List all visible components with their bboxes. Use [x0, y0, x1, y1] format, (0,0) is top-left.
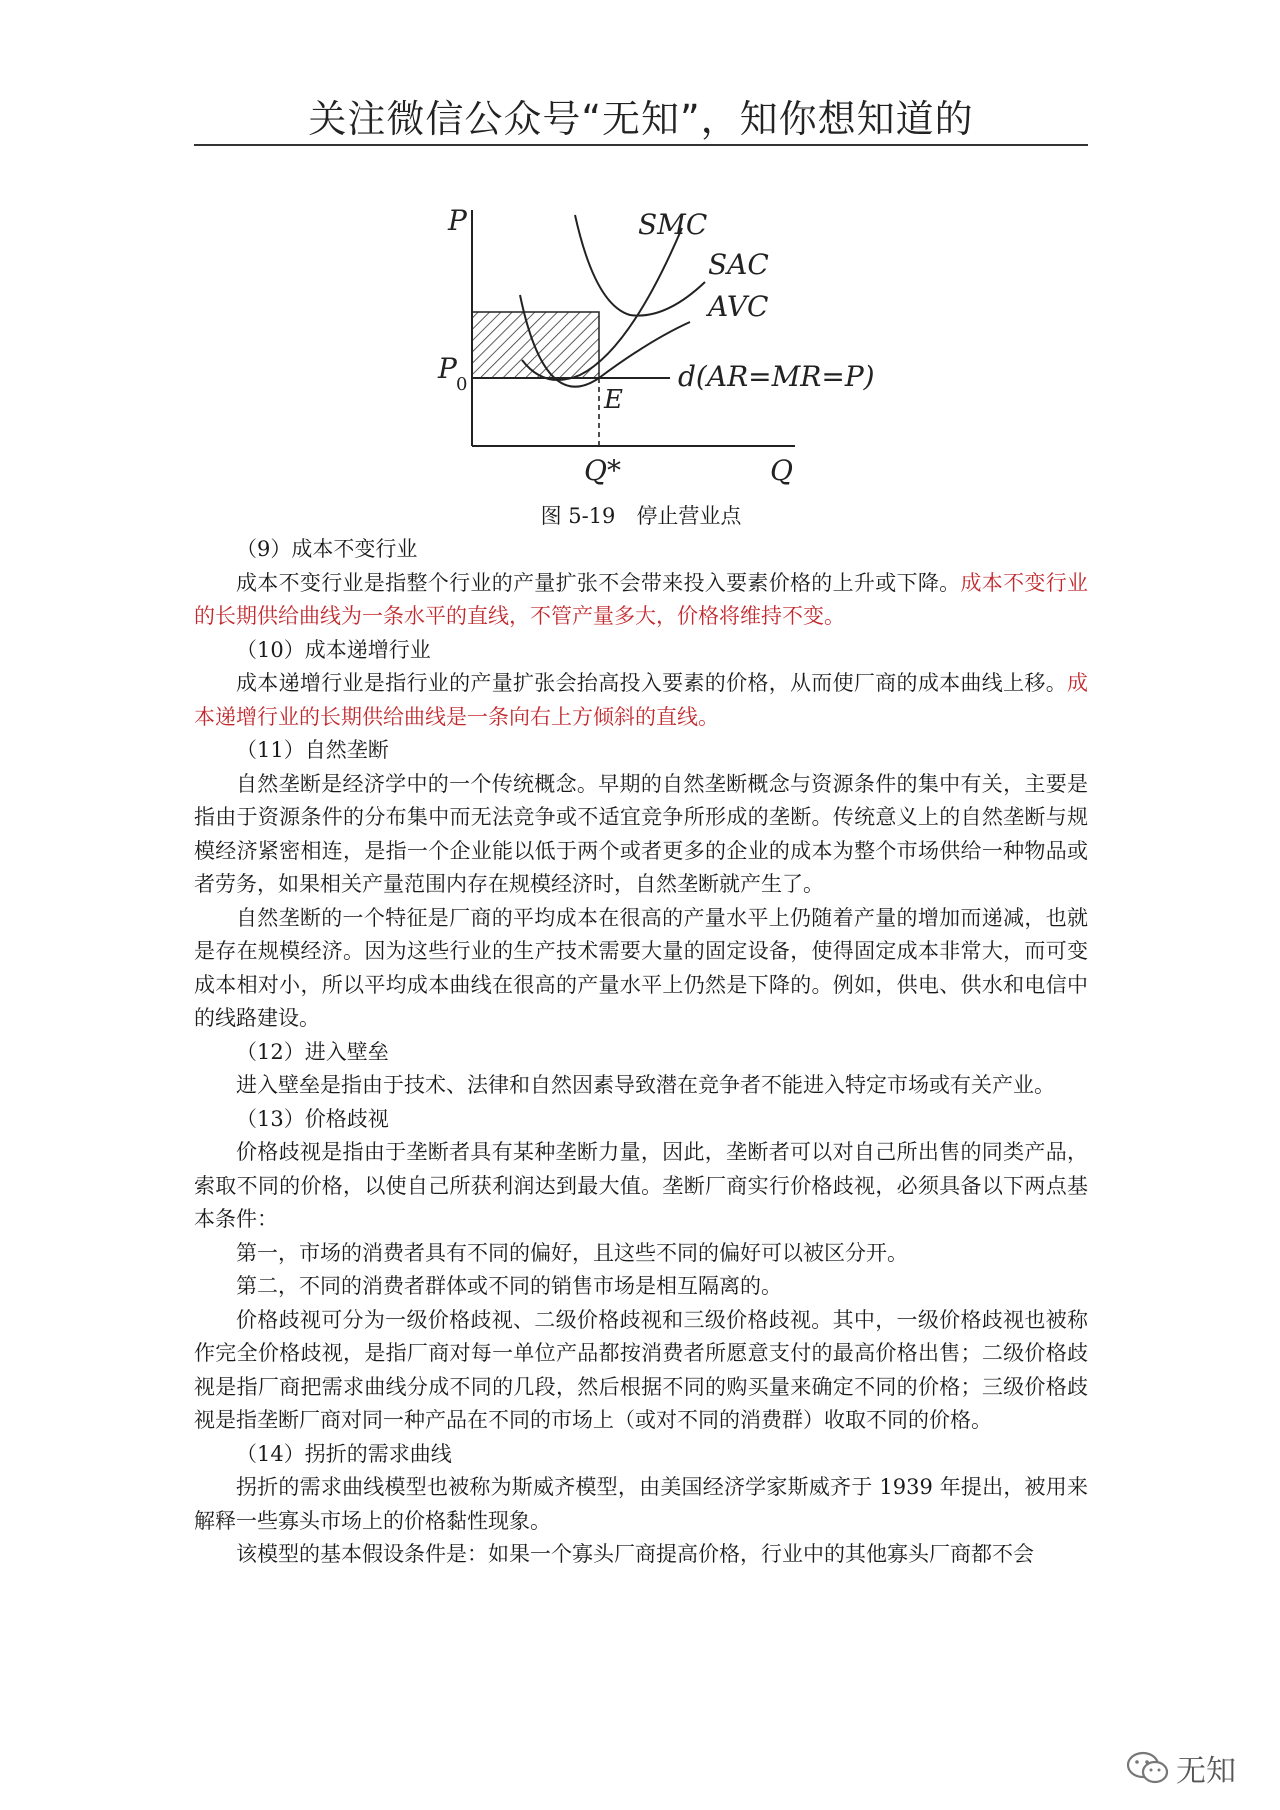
- paragraph: 价格歧视可分为一级价格歧视、二级价格歧视和三级价格歧视。其中，一级价格歧视也被称作完全价格歧视，是指厂商对每一单位产品都按消费者所愿意支付的最高价格出售；二级价格歧视是指厂商把需求曲线分成不同的几段，然后根据不同的购买量来确定不同的价格；三级价格歧视是指垄断厂商对同一种产品在不同的市场上（或对不同的消费群）收取不同的价格。: [194, 1307, 1088, 1432]
- paragraph: 价格歧视是指由于垄断者具有某种垄断力量，因此，垄断者可以对自己所出售的同类产品，索取不同的价格，以使自己所获利润达到最大值。垄断厂商实行价格歧视，必须具备以下两点基本条件：: [194, 1140, 1088, 1231]
- watermark-text: 无知: [1176, 1754, 1236, 1789]
- section-heading: （10）成本递增行业: [236, 637, 431, 662]
- q-axis-label: Q: [770, 454, 793, 487]
- paragraph: 拐折的需求曲线模型也被称为斯威齐模型，由美国经济学家斯威齐于 1939 年提出，被用来解释一些寡头市场上的价格黏性现象。: [194, 1475, 1088, 1533]
- body-text: [194, 533, 1088, 1572]
- p-axis-label: P: [448, 204, 467, 237]
- paragraph: [194, 567, 1088, 634]
- section-heading: （12）进入壁垒: [236, 1039, 389, 1064]
- sac-label: SAC: [708, 248, 769, 281]
- section-heading: （11）自然垄断: [236, 738, 389, 762]
- avc-label: AVC: [708, 290, 769, 323]
- highlight-text: 成本不变行业的长期供给曲线为一条水平的直线，不管产量多大，价格将维持不变。: [194, 570, 1089, 628]
- header-divider: [194, 144, 1088, 146]
- section-heading: （9）成本不变行业: [236, 537, 418, 561]
- paragraph: 该模型的基本假设条件是：如果一个寡头厂商提高价格，行业中的其他寡头厂商都不会: [236, 1542, 1034, 1566]
- paragraph: 第一，市场的消费者具有不同的偏好，且这些不同的偏好可以被区分开。: [236, 1240, 908, 1265]
- smc-label: SMC: [638, 208, 708, 241]
- paragraph: 自然垄断是经济学中的一个传统概念。早期的自然垄断概念与资源条件的集中有关，主要是指由于资源条件的分布集中而无法竞争或不适宜竞争所形成的垄断。传统意义上的自然垄断与规模经济紧密相连，是指一个企业能以低于两个或者更多的企业的成本为整个市场供给一种物品或者劳务，如果相关产量范围内存在规模经济时，自然垄断就产生了。: [194, 771, 1088, 896]
- paragraph-text: 成本递增行业是指行业的产量扩张会抬高投入要素的价格，从而使厂商的成本曲线上移。: [236, 671, 1067, 695]
- shutdown-point-figure: [420, 200, 900, 500]
- paragraph: 自然垄断的一个特征是厂商的平均成本在很高的产量水平上仍随着产量的增加而递减，也就是存在规模经济。因为这些行业的生产技术需要大量的固定设备，使得固定成本非常大，而可变成本相对小，所以平均成本曲线在很高的产量水平上仍然是下降的。例如，供电、供水和电信中的线路建设。: [194, 905, 1088, 1030]
- q-star-label: Q*: [584, 454, 621, 487]
- paragraph: [194, 667, 1088, 734]
- demand-label: d(AR=MR=P): [678, 360, 875, 393]
- figure-caption: 图 5-19 停止营业点: [540, 504, 742, 528]
- paragraph: 第二，不同的消费者群体或不同的销售市场是相互隔离的。: [236, 1274, 782, 1298]
- p0-label: P: [438, 352, 457, 385]
- highlight-text: 成本递增行业的长期供给曲线是一条向右上方倾斜的直线。: [194, 671, 1088, 729]
- p0-subscript: 0: [456, 374, 468, 395]
- paragraph-text: 成本不变行业是指整个行业的产量扩张不会带来投入要素价格的上升或下降。: [236, 570, 961, 595]
- wechat-icon: [1126, 1751, 1170, 1785]
- paragraph: 进入壁垒是指由于技术、法律和自然因素导致潜在竞争者不能进入特定市场或有关产业。: [236, 1073, 1055, 1097]
- section-heading: （14）拐折的需求曲线: [236, 1441, 452, 1466]
- loss-area: [472, 312, 599, 378]
- section-heading: （13）价格歧视: [236, 1106, 389, 1131]
- watermark: [1126, 1746, 1236, 1790]
- e-point-label: E: [604, 385, 623, 415]
- page-header: 关注微信公众号“无知”，知你想知道的: [308, 97, 974, 141]
